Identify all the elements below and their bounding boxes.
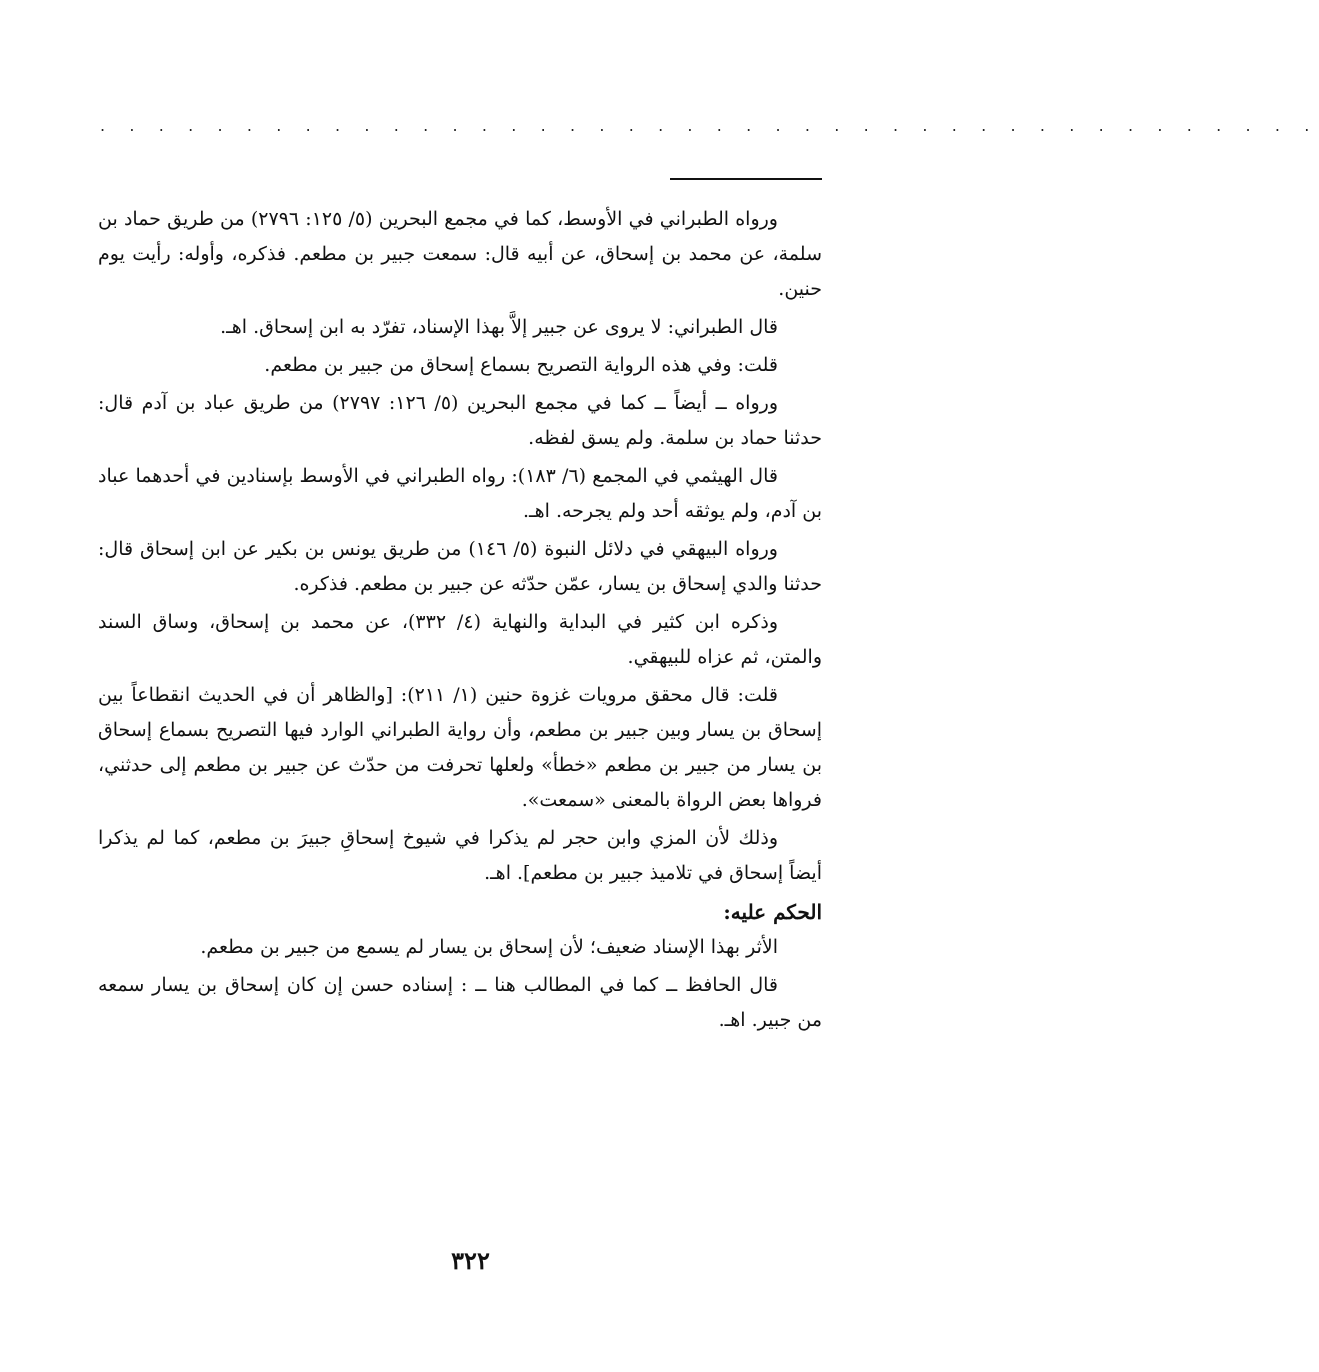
paragraph: ورواه الطبراني في الأوسط، كما في مجمع البحرين (٥/ ١٢٥: ٢٧٩٦) من طريق حماد بن سلمة، عن محمد بن إسحاق، عن أبيه قال: سمعت جبير بن مطعم. فذكره، وأوله: رأيت يوم حنين. — [98, 208, 822, 300]
paragraph: قلت: وفي هذه الرواية التصريح بسماع إسحاق من جبير بن مطعم. — [264, 354, 778, 376]
page-number: ٣٢٢ — [451, 1246, 490, 1275]
paragraph: قال الحافظ ــ كما في المطالب هنا ــ : إسناده حسن إن كان إسحاق بن يسار سمعه من جبير. اهـ. — [98, 974, 822, 1031]
footnote-rule — [670, 178, 822, 180]
paragraph: ورواه البيهقي في دلائل النبوة (٥/ ١٤٦) من طريق يونس بن بكير عن ابن إسحاق قال: حدثنا والدي إسحاق بن يسار، عمّن حدّثه عن جبير بن مطعم. فذكره. — [98, 538, 822, 595]
paragraph: قال الطبراني: لا يروى عن جبير إلاَّ بهذا الإسناد، تفرّد به ابن إسحاق. اهـ. — [220, 316, 778, 338]
paragraph: الأثر بهذا الإسناد ضعيف؛ لأن إسحاق بن يسار لم يسمع من جبير بن مطعم. — [200, 936, 778, 958]
paragraph: ورواه ــ أيضاً ــ كما في مجمع البحرين (٥/ ١٢٦: ٢٧٩٧) من طريق عباد بن آدم قال: حدثنا حماد بن سلمة. ولم يسق لفظه. — [98, 392, 822, 449]
paragraph: وذلك لأن المزي وابن حجر لم يذكرا في شيوخ إسحاقِ جبيرَ بن مطعم، كما لم يذكرا أيضاً إسحاق في تلاميذ جبير بن مطعم]. اهـ. — [98, 827, 822, 884]
paragraph: وذكره ابن كثير في البداية والنهاية (٤/ ٣٣٢)، عن محمد بن إسحاق، وساق السند والمتن، ثم عزاه للبيهقي. — [98, 611, 822, 668]
dotted-separator: . . . . . . . . . . . . . . . . . . . . . . . . . . . . . . . . . . . . . . . . . . — [100, 116, 1319, 135]
section-heading: الحكم عليه: — [723, 900, 822, 924]
paragraph: قال الهيثمي في المجمع (٦/ ١٨٣): رواه الطبراني في الأوسط بإسنادين في أحدهما عباد بن آدم، ولم يوثقه أحد ولم يجرحه. اهـ. — [98, 465, 822, 522]
paragraph: قلت: قال محقق مرويات غزوة حنين (١/ ٢١١): [والظاهر أن في الحديث انقطاعاً بين إسحاق بن يسار وبين جبير بن مطعم، وأن رواية الطبراني الوارد فيها التصريح بسماع إسحاق بن يسار من جبير بن مطعم «خطأ» ولعلها تحرفت من حدّث عن جبير بن مطعم إلى حدثني، فرواها بعض الرواة بالمعنى «سمعت». — [98, 684, 822, 811]
page-body — [98, 202, 822, 1041]
